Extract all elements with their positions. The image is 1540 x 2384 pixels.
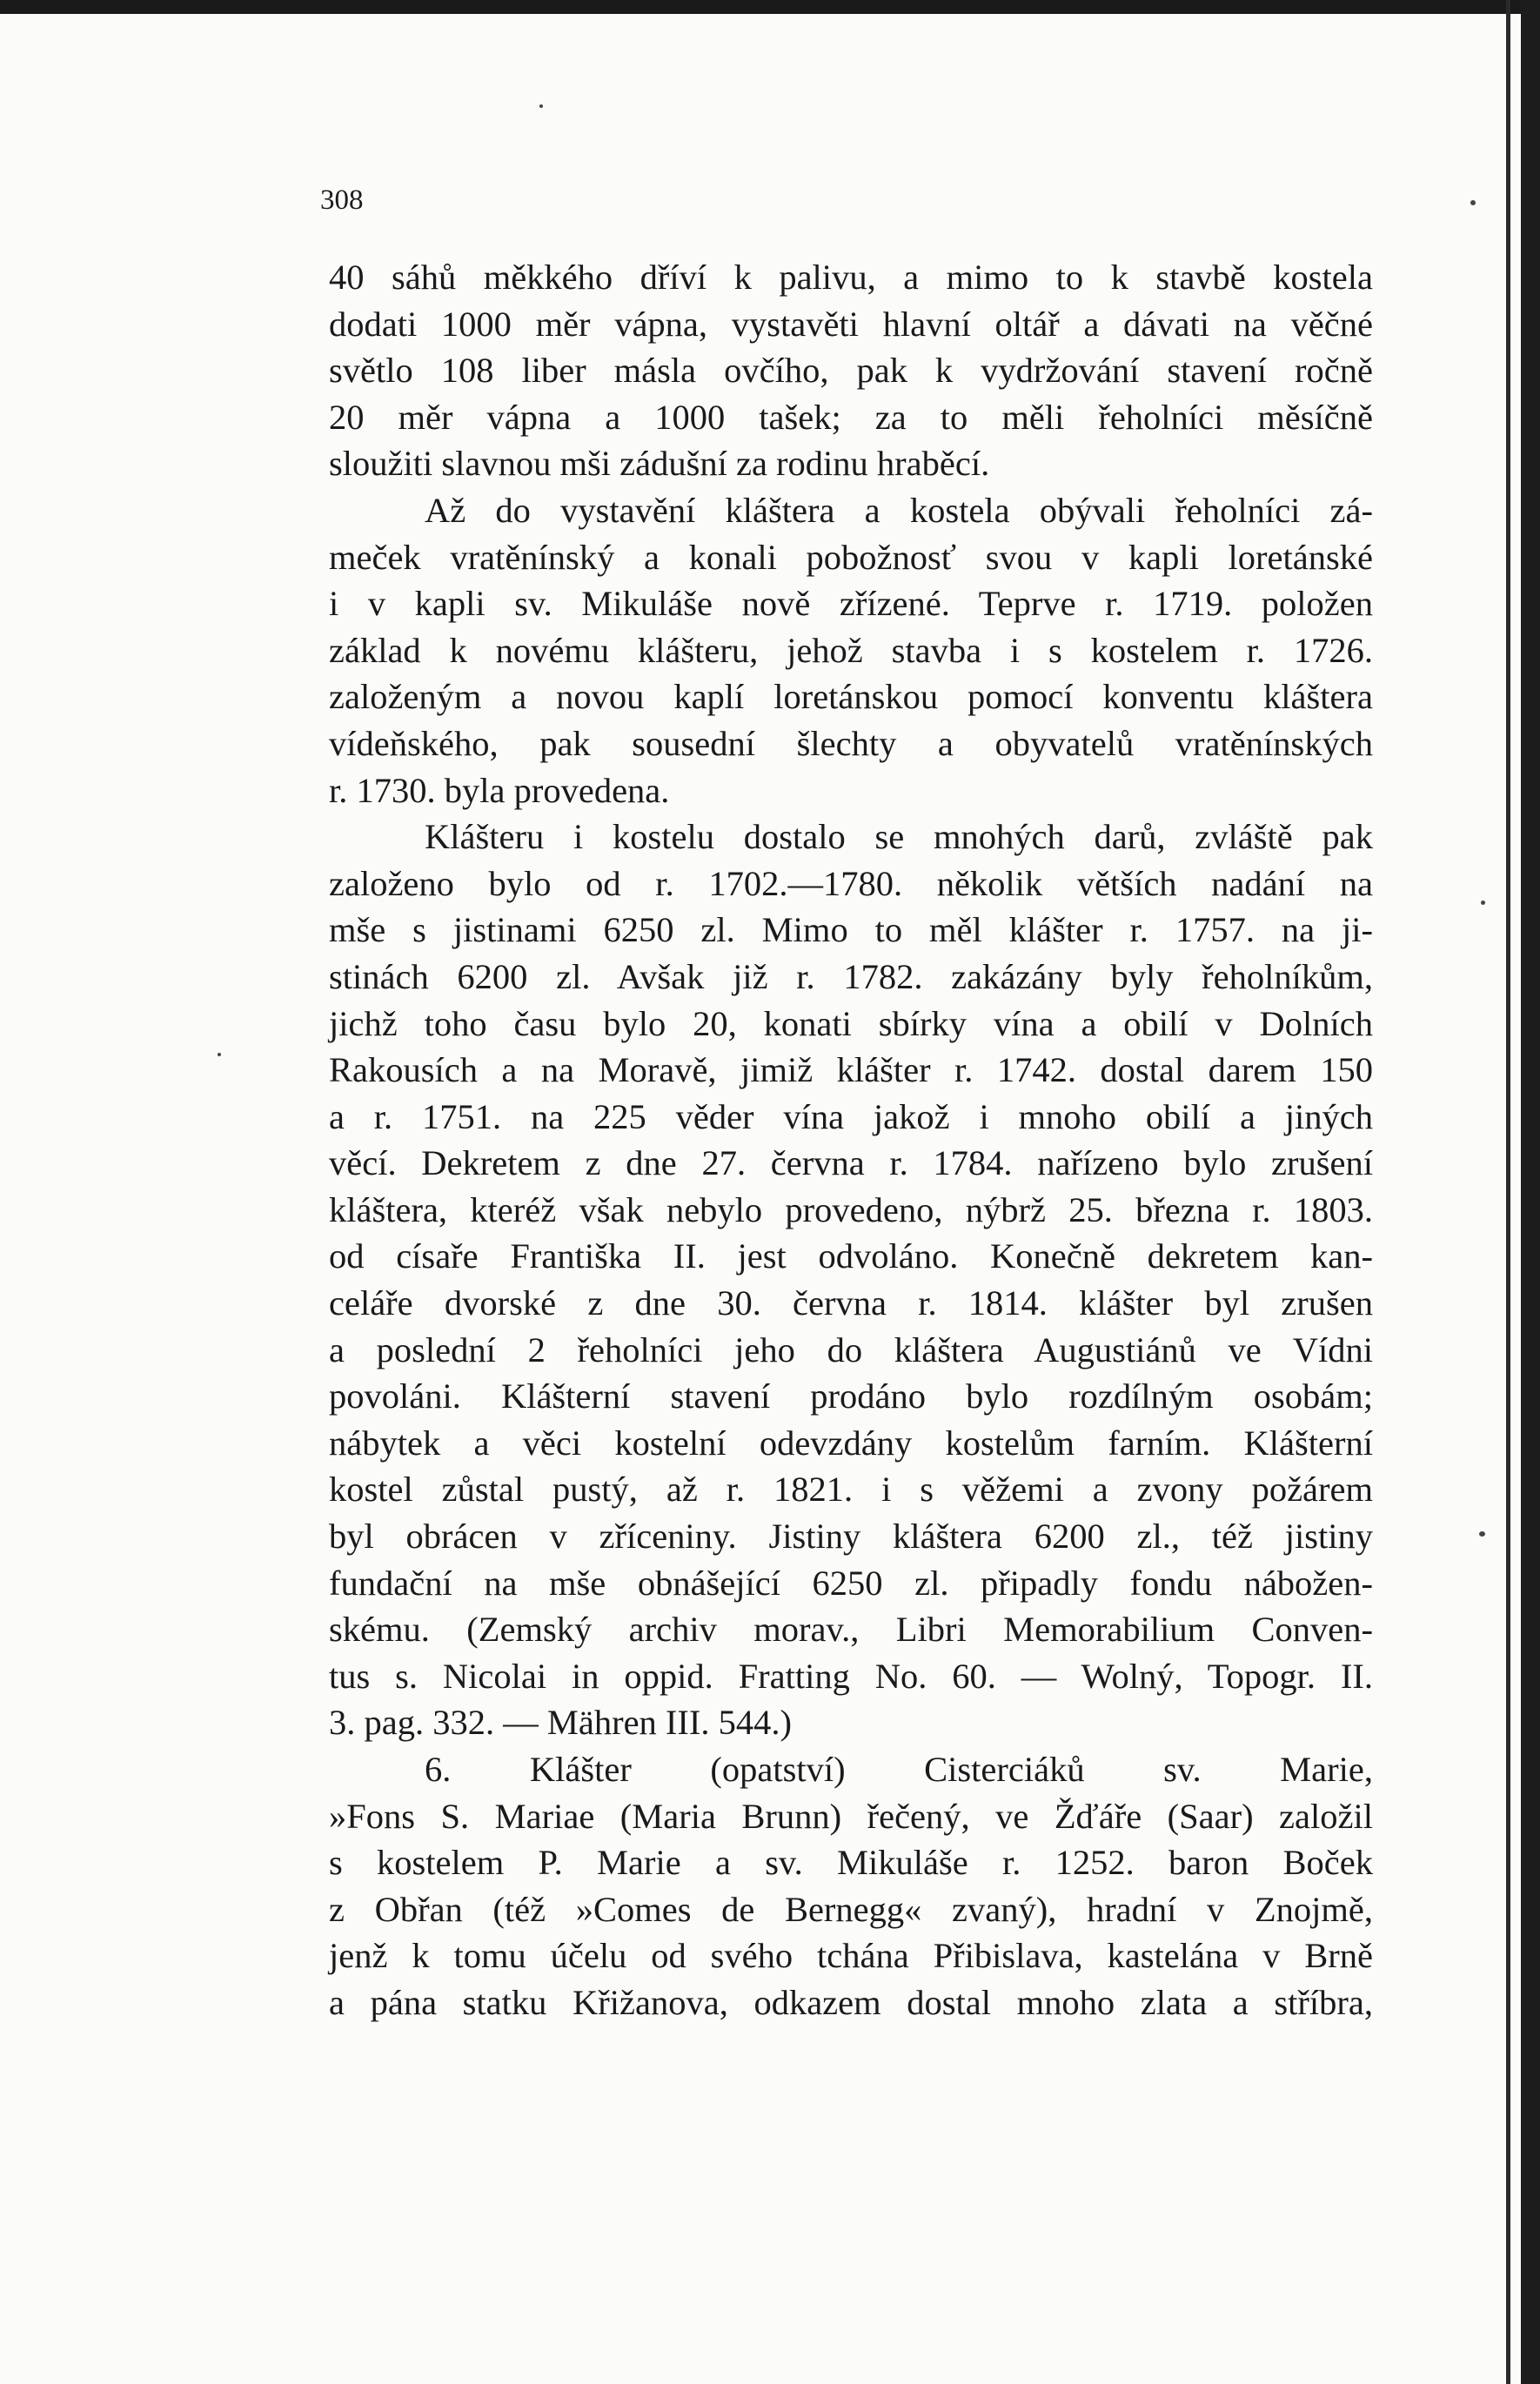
- text-line: a pána statku Křižanova, odkazem dostal mnoho zlata a stříbra,: [329, 1982, 1373, 2022]
- text-line: Rakousích a na Moravě, jimiž klášter r. 1742. dostal darem 150: [329, 1050, 1373, 1090]
- body-text: [329, 254, 1373, 2026]
- text-line: stinách 6200 zl. Avšak již r. 1782. zakázány byly řeholníkům,: [329, 956, 1373, 996]
- text-line: byl obrácen v zříceniny. Jistiny kláštera 6200 zl., též jistiny: [329, 1517, 1373, 1557]
- text-line: meček vratěnínský a konali pobožnosť svou v kapli loretánské: [329, 537, 1373, 577]
- text-line: 20 měr vápna a 1000 tašek; za to měli řeholníci měsíčně: [329, 397, 1373, 437]
- text-line: fundační na mše obnášející 6250 zl. připadly fondu nábožen-: [329, 1563, 1373, 1603]
- text-line: celáře dvorské z dne 30. června r. 1814. klášter byl zrušen: [329, 1283, 1373, 1323]
- text-line: od císaře Františka II. jest odvoláno. Konečně dekretem kan-: [329, 1236, 1373, 1276]
- text-line: 40 sáhů měkkého dříví k palivu, a mimo to k stavbě kostela: [329, 258, 1373, 297]
- text-line: světlo 108 liber másla ovčího, pak k vydržování stavení ročně: [329, 351, 1373, 391]
- text-line: kostel zůstal pustý, až r. 1821. i s věžemi a zvony požárem: [329, 1470, 1373, 1510]
- scan-speck: [539, 104, 543, 108]
- text-line: 3. pag. 332. — Mähren III. 544.): [329, 1703, 792, 1743]
- text-line: vídeňského, pak sousední šlechty a obyvatelů vratěnínských: [329, 723, 1373, 763]
- text-line: nábytek a věci kostelní odevzdány kostelům farním. Klášterní: [329, 1423, 1373, 1463]
- scan-speck: [1470, 200, 1476, 205]
- text-line: jenž k tomu účelu od svého tchána Přibislava, kastelána v Brně: [329, 1936, 1373, 1976]
- scan-border-right-inner: [1506, 0, 1510, 2384]
- scan-border-top: [0, 0, 1540, 14]
- section-heading-line: 6. Klášter (opatství) Cisterciáků sv. Marie,: [425, 1750, 1373, 1789]
- text-line: skému. (Zemský archiv morav., Libri Memorabilium Conven-: [329, 1610, 1373, 1650]
- text-line: základ k novému klášteru, jehož stavba i s kostelem r. 1726.: [329, 630, 1373, 670]
- text-line: a poslední 2 řeholníci jeho do kláštera Augustiánů ve Vídni: [329, 1329, 1373, 1369]
- scan-speck: [1479, 1531, 1485, 1537]
- text-line: z Obřan (též »Comes de Bernegg« zvaný), hradní v Znojmě,: [329, 1889, 1373, 1929]
- text-line: Klášteru i kostelu dostalo se mnohých darů, zvláště pak: [425, 817, 1373, 857]
- text-line: r. 1730. byla provedena.: [329, 770, 670, 810]
- text-line: povoláni. Klášterní stavení prodáno bylo rozdílným osobám;: [329, 1376, 1373, 1416]
- text-line: věcí. Dekretem z dne 27. června r. 1784. nařízeno bylo zrušení: [329, 1143, 1373, 1183]
- text-line: s kostelem P. Marie a sv. Mikuláše r. 1252. baron Boček: [329, 1843, 1373, 1883]
- text-line: jichž toho času bylo 20, konati sbírky vína a obilí v Dolních: [329, 1003, 1373, 1043]
- text-line: založeným a novou kaplí loretánskou pomocí konventu kláštera: [329, 677, 1373, 717]
- scan-border-right: [1521, 0, 1540, 2384]
- text-line: dodati 1000 měr vápna, vystavěti hlavní oltář a dávati na věčné: [329, 304, 1373, 344]
- text-line: tus s. Nicolai in oppid. Fratting No. 60. — Wolný, Topogr. II.: [329, 1656, 1373, 1696]
- text-line: a r. 1751. na 225 věder vína jakož i mnoho obilí a jiných: [329, 1096, 1373, 1136]
- text-line: sloužiti slavnou mši zádušní za rodinu hraběcí.: [329, 444, 990, 484]
- text-line: i v kapli sv. Mikuláše nově zřízené. Teprve r. 1719. položen: [329, 584, 1373, 624]
- text-line: založeno bylo od r. 1702.—1780. několik větších nadání na: [329, 863, 1373, 903]
- scan-speck: [1481, 901, 1485, 905]
- text-line: »Fons S. Mariae (Maria Brunn) řečený, ve Žďáře (Saar) založil: [329, 1796, 1373, 1836]
- text-line: mše s jistinami 6250 zl. Mimo to měl klášter r. 1757. na ji-: [329, 910, 1373, 950]
- text-line: kláštera, kteréž však nebylo provedeno, nýbrž 25. března r. 1803.: [329, 1189, 1373, 1229]
- text-line: Až do vystavění kláštera a kostela obývali řeholníci zá-: [425, 490, 1373, 530]
- scan-speck: [218, 1053, 221, 1056]
- page-number: 308: [320, 184, 364, 216]
